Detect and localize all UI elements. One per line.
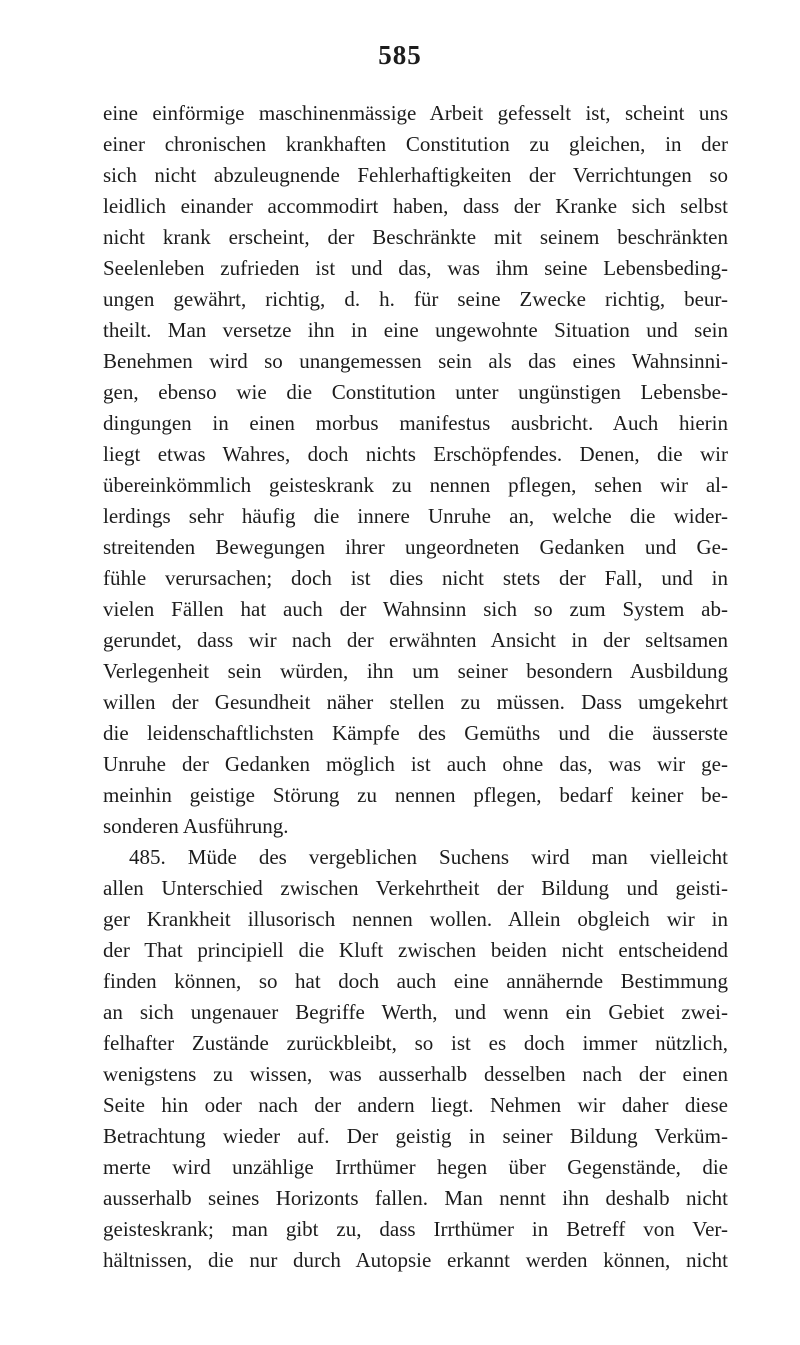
- text-line: dingungen in einen morbus manifestus ausbricht. Auch hierin: [103, 411, 728, 435]
- text-line: streitenden Bewegungen ihrer ungeordneten Gedanken und Ge-: [103, 535, 728, 559]
- text-line: ungen gewährt, richtig, d. h. für seine Zwecke richtig, beur-: [103, 287, 728, 311]
- text-line: willen der Gesundheit näher stellen zu müssen. Dass umgekehrt: [103, 690, 728, 714]
- text-line: an sich ungenauer Begriffe Werth, und wenn ein Gebiet zwei-: [103, 1000, 728, 1024]
- text-line: einer chronischen krankhaften Constitution zu gleichen, in der: [103, 132, 728, 156]
- text-line: Benehmen wird so unangemessen sein als das eines Wahnsinni-: [103, 349, 728, 373]
- text-line: Betrachtung wieder auf. Der geistig in seiner Bildung Verküm-: [103, 1124, 728, 1148]
- text-line: der That principiell die Kluft zwischen beiden nicht entscheidend: [103, 938, 728, 962]
- text-line: die leidenschaftlichsten Kämpfe des Gemüths und die äusserste: [103, 721, 728, 745]
- text-line: meinhin geistige Störung zu nennen pflegen, bedarf keiner be-: [103, 783, 728, 807]
- text-line: Seite hin oder nach der andern liegt. Nehmen wir daher diese: [103, 1093, 728, 1117]
- text-line: sich nicht abzuleugnende Fehlerhaftigkeiten der Verrichtungen so: [103, 163, 728, 187]
- text-line: geisteskrank; man gibt zu, dass Irrthümer in Betreff von Ver-: [103, 1217, 728, 1241]
- text-line: gerundet, dass wir nach der erwähnten Ansicht in der seltsamen: [103, 628, 728, 652]
- text-line: liegt etwas Wahres, doch nichts Erschöpfendes. Denen, die wir: [103, 442, 728, 466]
- text-line: lerdings sehr häufig die innere Unruhe an, welche die wider-: [103, 504, 728, 528]
- text-line: felhafter Zustände zurückbleibt, so ist es doch immer nützlich,: [103, 1031, 728, 1055]
- text-line: wenigstens zu wissen, was ausserhalb desselben nach der einen: [103, 1062, 728, 1086]
- text-line: theilt. Man versetze ihn in eine ungewohnte Situation und sein: [103, 318, 728, 342]
- text-line: Verlegenheit sein würden, ihn um seiner besondern Ausbildung: [103, 659, 728, 683]
- text-line: ger Krankheit illusorisch nennen wollen. Allein obgleich wir in: [103, 907, 728, 931]
- text-line: Unruhe der Gedanken möglich ist auch ohne das, was wir ge-: [103, 752, 728, 776]
- text-line: nicht krank erscheint, der Beschränkte mit seinem beschränkten: [103, 225, 728, 249]
- text-line: gen, ebenso wie die Constitution unter ungünstigen Lebensbe-: [103, 380, 728, 404]
- text-line: vielen Fällen hat auch der Wahnsinn sich so zum System ab-: [103, 597, 728, 621]
- text-line: Seelenleben zufrieden ist und das, was ihm seine Lebensbeding-: [103, 256, 728, 280]
- text-line: leidlich einander accommodirt haben, dass der Kranke sich selbst: [103, 194, 728, 218]
- page-number: 585: [378, 40, 422, 70]
- text-line: übereinkömmlich geisteskrank zu nennen pflegen, sehen wir al-: [103, 473, 728, 497]
- text-line-paragraph-end: sonderen Ausführung.: [103, 814, 289, 838]
- text-line: finden können, so hat doch auch eine annähernde Bestimmung: [103, 969, 728, 993]
- text-line-section-start: 485. Müde des vergeblichen Suchens wird man vielleicht: [129, 845, 728, 869]
- text-line: fühle verursachen; doch ist dies nicht stets der Fall, und in: [103, 566, 728, 590]
- text-line: ausserhalb seines Horizonts fallen. Man nennt ihn deshalb nicht: [103, 1186, 728, 1210]
- text-line: eine einförmige maschinenmässige Arbeit gefesselt ist, scheint uns: [103, 101, 728, 125]
- text-line: allen Unterschied zwischen Verkehrtheit der Bildung und geisti-: [103, 876, 728, 900]
- body-text: [103, 98, 728, 1276]
- text-line: hältnissen, die nur durch Autopsie erkannt werden können, nicht: [103, 1248, 728, 1272]
- text-line: merte wird unzählige Irrthümer hegen über Gegenstände, die: [103, 1155, 728, 1179]
